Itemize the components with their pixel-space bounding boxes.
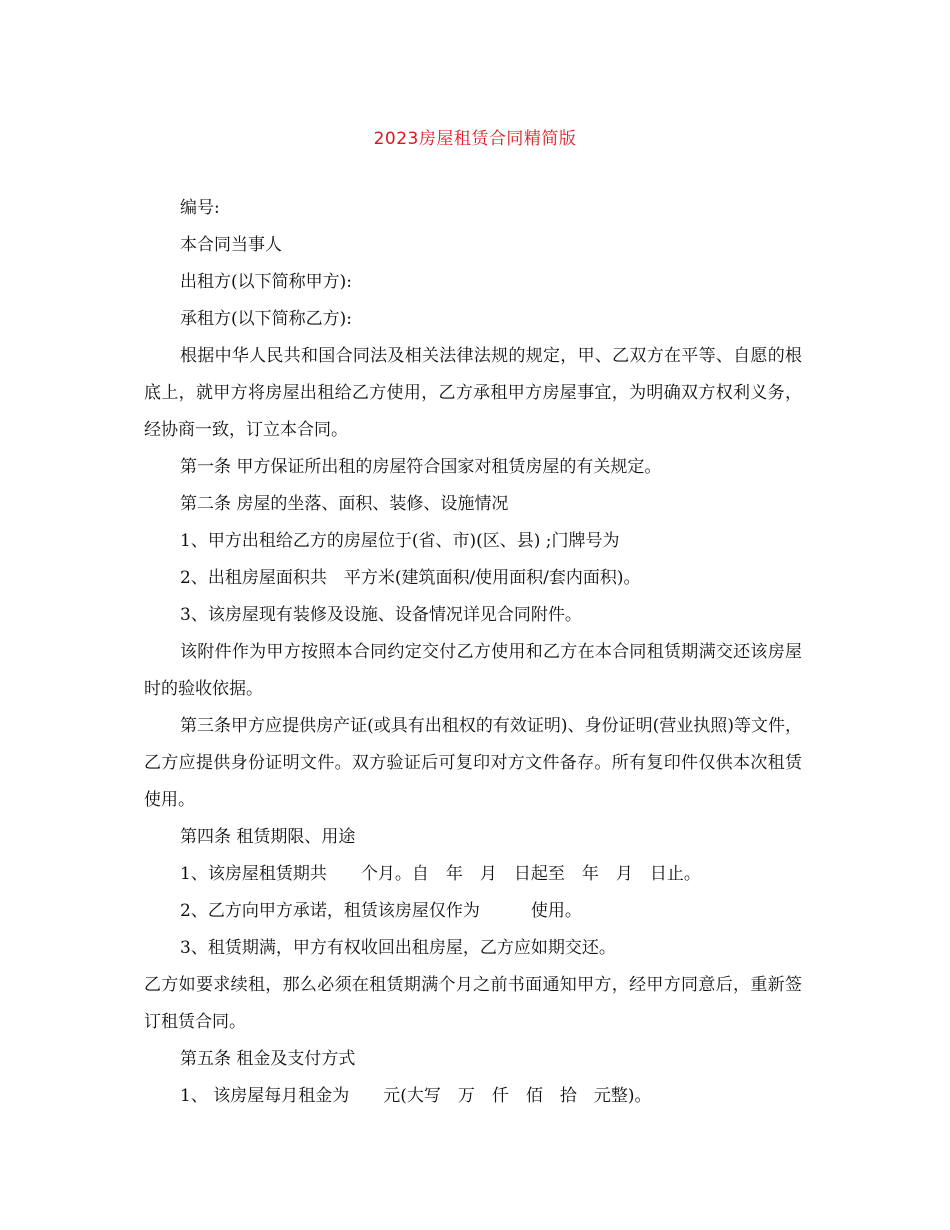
document-body — [144, 190, 802, 1115]
paragraph-parties-heading: 本合同当事人 — [180, 235, 282, 255]
paragraph-preamble: 根据中华人民共和国合同法及相关法律法规的规定，甲、乙双方在平等、自愿的根底上，就甲方将房屋出租给乙方使用，乙方承租甲方房屋事宜，为明确双方权利义务，经协商一致，订立本合同。 — [144, 346, 802, 440]
paragraph-article-5-item-1: 1、 该房屋每月租金为 元(大写 万 仟 佰 拾 元整)。 — [180, 1086, 652, 1106]
paragraph-article-4-item-1: 1、该房屋租赁期共 个月。自 年 月 日起至 年 月 日止。 — [180, 864, 701, 884]
paragraph-article-4-item-3: 3、租赁期满，甲方有权收回出租房屋，乙方应如期交还。 — [180, 938, 616, 958]
paragraph-attachment-note: 该附件作为甲方按照本合同约定交付乙方使用和乙方在本合同租赁期满交还该房屋时的验收依据。 — [144, 642, 802, 699]
paragraph-article-2-item-1: 1、甲方出租给乙方的房屋位于(省、市)(区、县) ;门牌号为 — [180, 531, 620, 551]
paragraph-article-2-item-3: 3、该房屋现有装修及设施、设备情况详见合同附件。 — [180, 605, 582, 625]
paragraph-lessor: 出租方(以下简称甲方): — [180, 272, 352, 292]
paragraph-article-4-item-2: 2、乙方向甲方承诺，租赁该房屋仅作为 使用。 — [180, 901, 582, 921]
paragraph-lessee: 承租方(以下简称乙方): — [180, 309, 352, 329]
paragraph-article-3: 第三条甲方应提供房产证(或具有出租权的有效证明)、身份证明(营业执照)等文件，乙方应提供身份证明文件。双方验证后可复印对方文件备存。所有复印件仅供本次租赁使用。 — [144, 716, 802, 810]
paragraph-article-4-heading: 第四条 租赁期限、用途 — [180, 827, 356, 847]
paragraph-renewal-note: 乙方如要求续租，那么必须在租赁期满个月之前书面通知甲方，经甲方同意后，重新签订租赁合同。 — [144, 975, 802, 1032]
paragraph-article-2-heading: 第二条 房屋的坐落、面积、装修、设施情况 — [180, 494, 509, 514]
paragraph-article-2-item-2: 2、出租房屋面积共 平方米(建筑面积/使用面积/套内面积)。 — [180, 568, 641, 588]
document-title: 2023房屋租赁合同精简版 — [373, 129, 577, 149]
paragraph-article-1: 第一条 甲方保证所出租的房屋符合国家对租赁房屋的有关规定。 — [180, 457, 662, 477]
paragraph-article-5-heading: 第五条 租金及支付方式 — [180, 1049, 356, 1069]
paragraph-serial-number: 编号: — [180, 198, 220, 218]
